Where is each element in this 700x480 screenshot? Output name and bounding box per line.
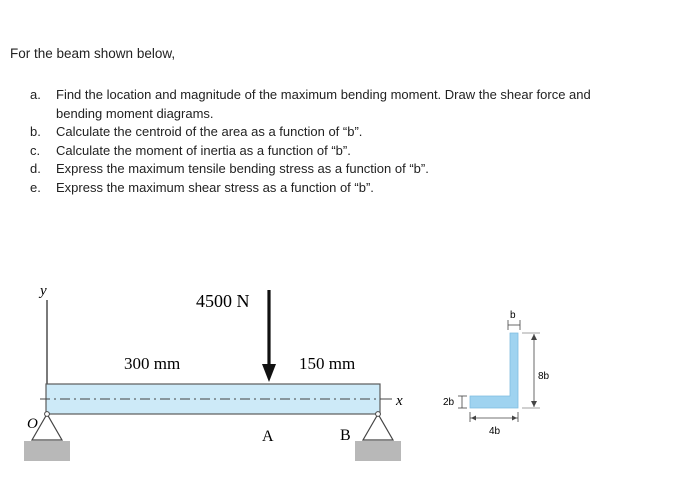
task-marker: c. <box>30 142 41 158</box>
problem-intro: For the beam shown below, <box>10 46 176 61</box>
dist-left-label: 300 mm <box>124 354 181 373</box>
load-label: 4500 N <box>196 291 250 311</box>
task-text: Find the location and magnitude of the maximum bending moment. Draw the shear force and bending moment diagrams. <box>56 87 591 121</box>
origin-label: O <box>27 416 38 432</box>
dim-2b-label: 2b <box>443 397 455 408</box>
support-b-label: B <box>340 427 351 444</box>
load-arrow-head <box>262 364 276 382</box>
right-ground <box>355 441 401 461</box>
task-marker: a. <box>30 87 41 102</box>
dim-b-label: b <box>510 310 516 321</box>
dim-4b-label: 4b <box>489 426 501 437</box>
task-text: Calculate the moment of inertia as a function of “b”. <box>56 142 351 158</box>
task-marker: b. <box>30 124 41 139</box>
x-axis-label: x <box>396 393 403 409</box>
task-text: Calculate the centroid of the area as a function of “b”. <box>56 124 363 139</box>
dist-right-label: 150 mm <box>299 354 356 373</box>
left-pin <box>45 412 50 417</box>
dim-8b-label: 8b <box>538 371 550 382</box>
right-pin-support <box>363 414 393 440</box>
right-pin <box>376 412 381 417</box>
task-text: Express the maximum shear stress as a function of “b”. <box>56 179 374 195</box>
left-ground <box>24 441 70 461</box>
task-marker: d. <box>30 161 41 176</box>
task-text: Express the maximum tensile bending stress as a function of “b”. <box>56 161 429 176</box>
cross-section-shape <box>470 333 518 408</box>
y-axis-label: y <box>40 283 47 299</box>
load-point-a-label: A <box>262 428 274 445</box>
task-marker: e. <box>30 179 41 195</box>
